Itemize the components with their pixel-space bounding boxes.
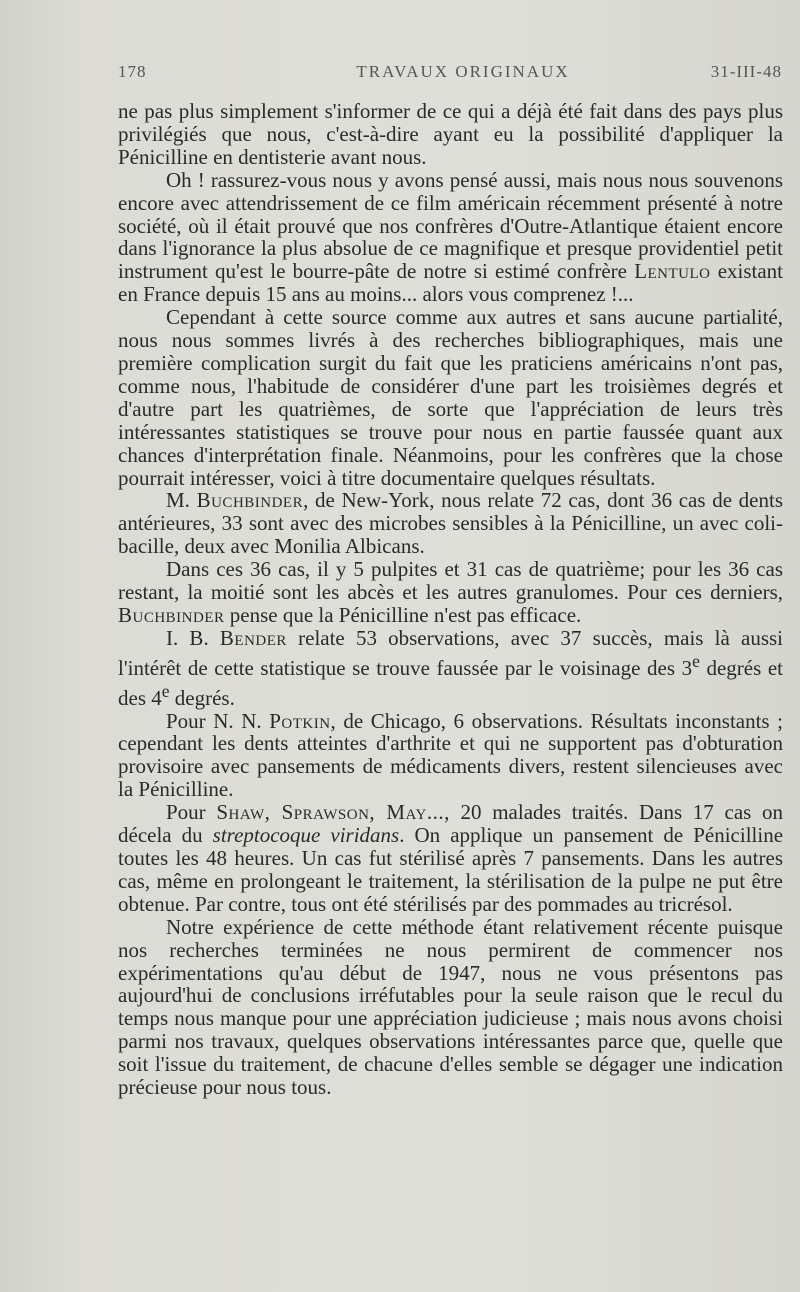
paragraph: Pour Shaw, Sprawson, May..., 20 malades traités. Dans 17 cas on décela du streptocoque viridans. On applique un pansement de Pénicilline toutes les 48 heures. Un cas fut stérilisé après 7 pansements. Dans les autres cas, même en prolongeant le traitement, la stérilisation de la pulpe ne put être obtenue. Par contre, tous ont été stérilisés par des pommades au tricrésol. [118,800,784,916]
species-name: streptocoque viridans [212,823,400,848]
author-name: Buchbinder [118,602,225,627]
page-number: 178 [118,62,147,81]
paragraph: ne pas plus simplement s'informer de ce qui a déjà été fait dans des pays plus privilégiés que nous, c'est-à-dire ayant eu la possibilité d'appliquer la Pénicilline en dentisterie avant nous. [118,99,783,169]
body-text [118,100,783,1099]
paragraph: I. B. Bender relate 53 observations, avec 37 succès, mais là aussi l'intérêt de cette statistique se trouve faussée par le voisinage des 3e degrés et des 4e degrés. [118,625,784,710]
paragraph: Cependant à cette source comme aux autres et sans aucune partialité, nous nous sommes livrés à des recherches bibliographiques, mais une première complication surgit du fait que les praticiens américains n'ont pas, comme nous, l'habitude de considérer d'une part les troisièmes degrés et d'autre part les quatrièmes, de sorte que l'appréciation de leurs très intéressantes statistiques se trouve pour nous en partie faussée quant aux chances d'interprétation finale. Néanmoins, pour les confrères que la chose pourrait intéresser, voici à titre documentaire quelques résultats. [118,305,783,490]
author-name: Shaw, Sprawson, May..., [216,800,450,825]
paragraph: Pour N. N. Potkin, de Chicago, 6 observations. Résultats inconstants ; cependant les dents atteintes d'arthrite et qui ne supportent pas d'obturation provisoire avec pansements de médicaments divers, restent silencieuses avec la Pénicilline. [118,708,783,802]
paragraph: Dans ces 36 cas, il y 5 pulpites et 31 cas de quatrième; pour les 36 cas restant, la moitié sont les abcès et les autres granulomes. Pour ces derniers, Buchbinder pense que la Pénicilline n'est pas efficace. [118,557,783,627]
page-header [118,62,782,86]
paragraph: M. Buchbinder, de New-York, nous relate 72 cas, dont 36 cas de dents antérieures, 33 sont avec des microbes sensibles à la Pénicilline, un avec coli-bacille, deux avec Monilia Albicans. [118,488,783,559]
paragraph: Notre expérience de cette méthode étant relativement récente puisque nos recherches terminées ne nous permirent de commencer nos expérimentations qu'au début de 1947, nous ne vous présentons pas aujourd'hui de conclusions irréfutables pour la seule raison que le recul du temps nous manque pour une appréciation judicieuse ; mais nous avons choisi parmi nos travaux, quelques observations intéressantes parce que, quelle que soit l'issue du traitement, de chacune d'elles semble se dégager une indication précieuse pour nous tous. [118,914,783,1100]
author-name: Bender [219,625,287,650]
author-name: Lentulo [634,259,711,284]
running-title: TRAVAUX ORIGINAUX [356,62,570,81]
header-date: 31-III-48 [710,62,782,81]
author-name: Buchbinder [196,488,304,513]
author-name: Potkin [269,708,331,733]
paragraph: Oh ! rassurez-vous nous y avons pensé aussi, mais nous nous souvenons encore avec attendrissement de ce film américain récemment présenté à notre société, où il était prouvé que nos confrères d'Outre-Atlantique étaient encore dans l'ignorance la plus absolue de ce magnifique et presque providentiel petit instrument qu'est le bourre-pâte de notre si estimé confrère Lentulo existant en France depuis 15 ans au moins... alors vous comprenez !... [118,167,784,307]
